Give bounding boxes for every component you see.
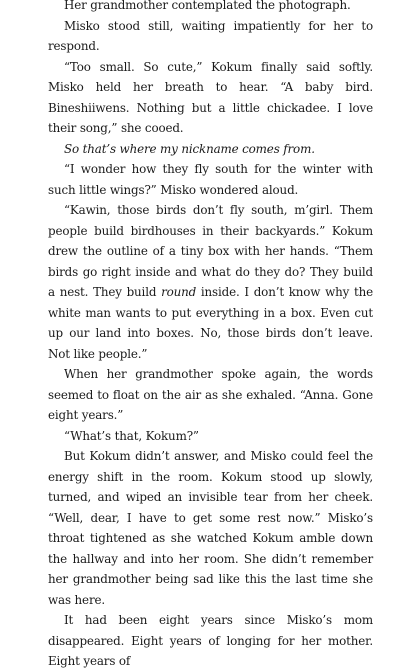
emphasized-word: round xyxy=(161,285,197,299)
paragraph: “Too small. So cute,” Kokum finally said softly. Misko held her breath to hear. “A baby bird. Bineshiiwens. Nothing but a little chickadee. I love their song,” she cooed. xyxy=(48,59,373,135)
italic-thought-paragraph: So that’s where my nickname comes from. xyxy=(64,141,315,156)
paragraph: It had been eight years since Misko’s mom disappeared. Eight years of longing for her mother. Eight years of xyxy=(48,613,373,668)
paragraph: But Kokum didn’t answer, and Misko could feel the energy shift in the room. Kokum stood up slowly, turned, and wiped an invisible tear from her cheek. “Well, dear, I have to get some rest now.” Misko’s throat tightened as she watched Kokum amble down the hallway and into her room. She didn’t remember her grandmother being sad like this the last time she was here. xyxy=(48,449,373,607)
paragraph: Misko stood still, waiting impatiently for her to respond. xyxy=(48,18,373,53)
paragraph-with-emphasis xyxy=(48,200,373,364)
body-text xyxy=(48,0,373,672)
paragraph-text-after: inside. I don’t know why the white man wants to put everything in a box. Even cut up our land into boxes. No, those birds don’t leave. Not like people.” xyxy=(48,285,373,361)
paragraph: Her grandmother contemplated the photograph. xyxy=(64,0,351,12)
paragraph: “I wonder how they fly south for the winter with such little wings?” Misko wondered aloud. xyxy=(48,162,373,197)
paragraph-text-before: “Kawin, those birds don’t fly south, m’girl. Them people build birdhouses in their backyards.” Kokum drew the outline of a tiny box with her hands. “Them birds go right inside and what do they do? They build a nest. They build xyxy=(48,203,373,299)
paragraph: “What’s that, Kokum?” xyxy=(64,428,199,443)
paragraph: When her grandmother spoke again, the words seemed to float on the air as she exhaled. “Anna. Gone eight years.” xyxy=(48,367,373,422)
